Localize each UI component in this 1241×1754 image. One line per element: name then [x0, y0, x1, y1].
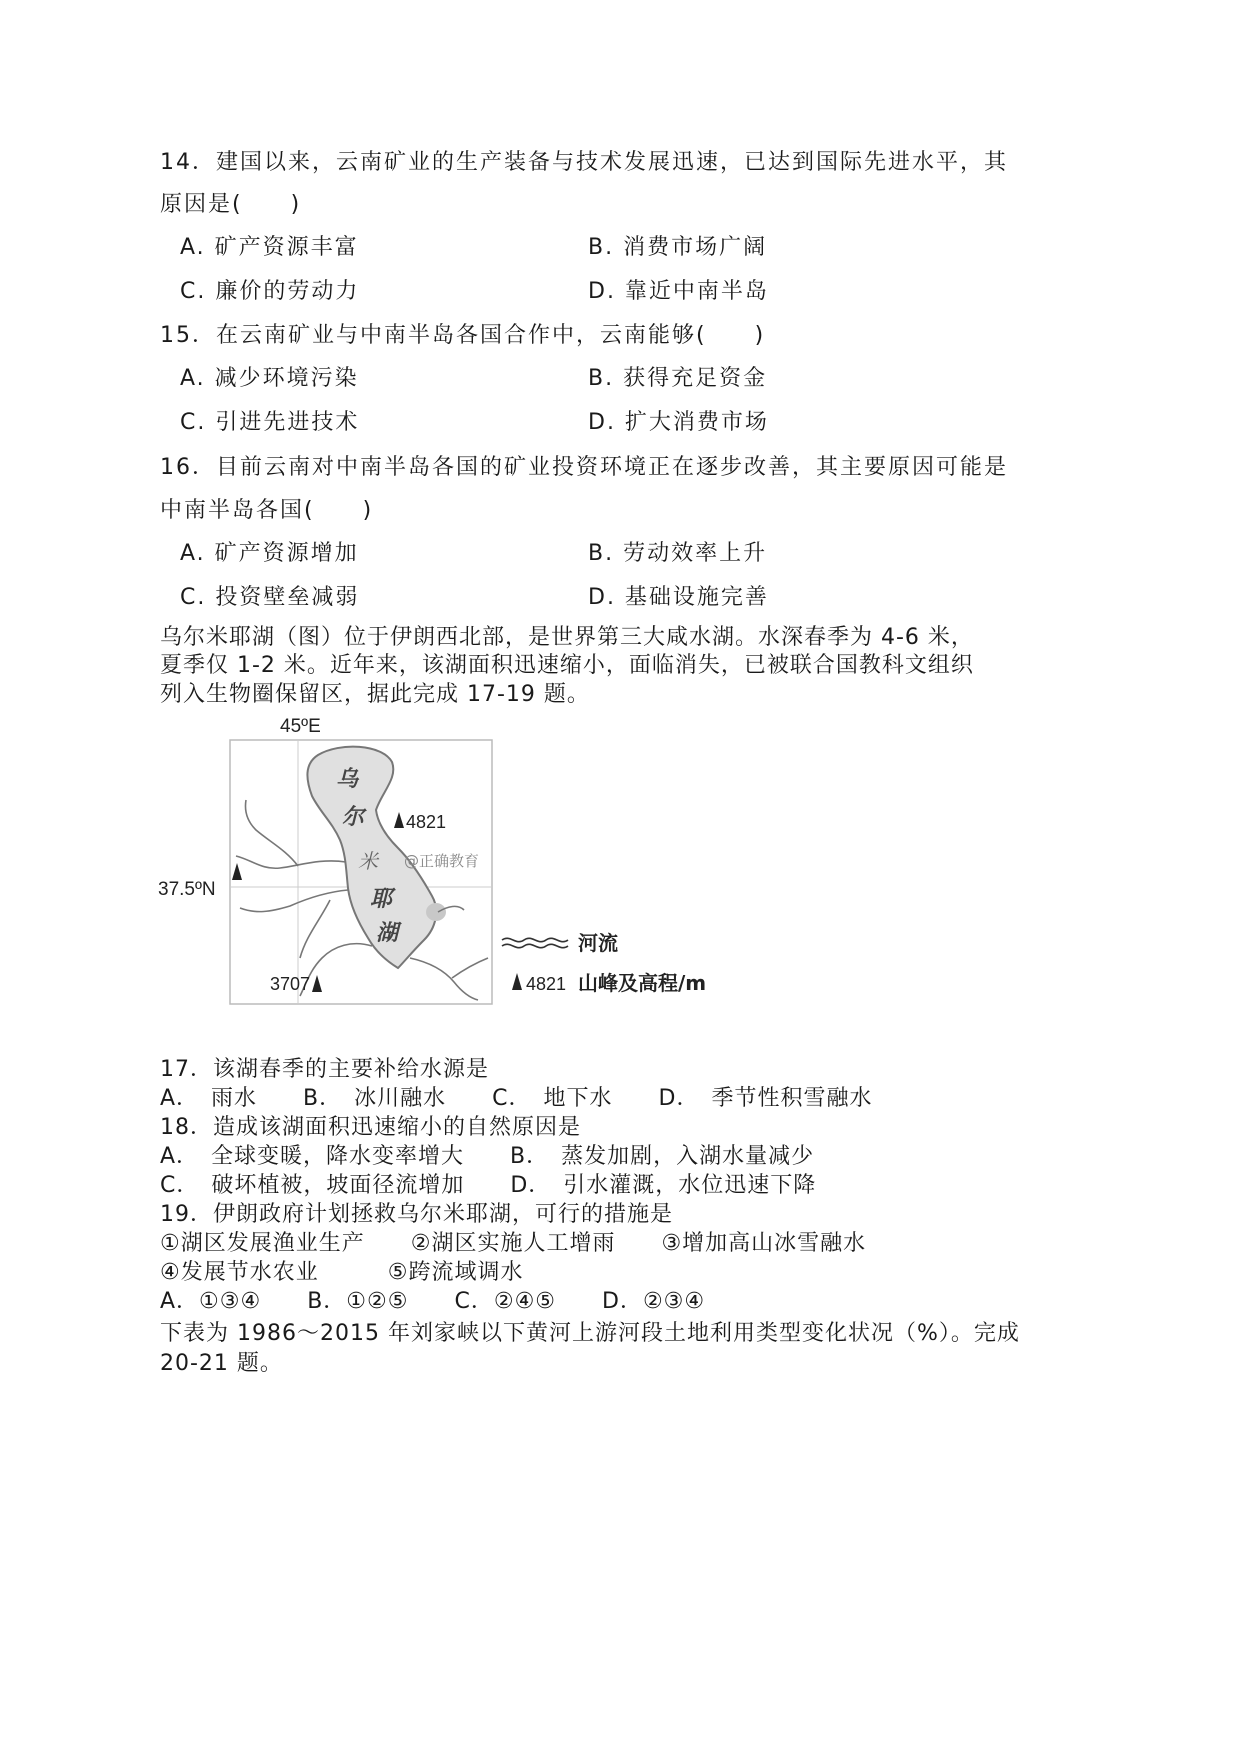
river-southeast-branch [452, 958, 488, 978]
q16-option-b: B. 劳动效率上升 [588, 541, 768, 566]
q16-stem-line2: 中南半岛各国( ) [160, 498, 374, 523]
passage2-line2: 20-21 题。 [160, 1351, 283, 1376]
q19-measures-row1: ①湖区发展渔业生产 ②湖区实施人工增雨 ③增加高山冰雪融水 [160, 1231, 867, 1256]
peak-3707-icon [312, 975, 322, 992]
peak-west-icon [232, 863, 242, 880]
legend-peak-label: 山峰及高程/m [578, 971, 707, 995]
q19-answers: A．①③④ B．①②⑤ C．②④⑤ D．②③④ [160, 1289, 706, 1314]
lake-char-5: 湖 [376, 921, 399, 946]
q18-stem: 18．造成该湖面积迅速缩小的自然原因是 [160, 1115, 581, 1140]
passage1-line1: 乌尔米耶湖（图）位于伊朗西北部，是世界第三大咸水湖。水深春季为 4-6 米， [160, 625, 974, 650]
longitude-label: 45ºE [280, 716, 321, 737]
river-west-lower [240, 890, 348, 912]
legend-peak-icon [512, 973, 522, 990]
q15-stem: 15．在云南矿业与中南半岛各国合作中，云南能够( ) [160, 323, 766, 348]
legend-peak-value: 4821 [526, 974, 567, 994]
q16-stem-line1: 16．目前云南对中南半岛各国的矿业投资环境正在逐步改善，其主要原因可能是 [160, 455, 1008, 480]
q15-option-a: A. 减少环境污染 [180, 366, 359, 391]
lake-urmia-map [0, 700, 1241, 1020]
q16-option-d: D. 基础设施完善 [588, 585, 769, 610]
lake-char-1: 乌 [336, 767, 359, 792]
q16-option-a: A. 矿产资源增加 [180, 541, 359, 566]
river-south [300, 944, 372, 996]
peak-4821-label: 4821 [406, 812, 447, 832]
q14-option-b: B. 消费市场广阔 [588, 235, 768, 260]
q18-options-row2: C． 破坏植被，坡面径流增加 D． 引水灌溉，水位迅速下降 [160, 1173, 817, 1198]
q14-stem-line1: 14．建国以来，云南矿业的生产装备与技术发展迅速，已达到国际先进水平，其 [160, 150, 1008, 175]
q14-option-d: D. 靠近中南半岛 [588, 279, 769, 304]
legend-river-icon [502, 938, 568, 941]
river-west-upper [245, 800, 298, 866]
q19-stem: 19．伊朗政府计划拯救乌尔米耶湖，可行的措施是 [160, 1202, 673, 1227]
legend-river-label: 河流 [578, 931, 618, 955]
q15-option-c: C. 引进先进技术 [180, 410, 360, 435]
q14-stem-line2: 原因是( ) [160, 192, 302, 217]
lake-char-4: 耶 [370, 887, 393, 912]
legend-river-icon-2 [502, 944, 568, 947]
q17-stem: 17．该湖春季的主要补给水源是 [160, 1057, 489, 1082]
peak-3707-label: 3707 [270, 974, 311, 994]
q16-option-c: C. 投资壁垒减弱 [180, 585, 360, 610]
river-west-branch [300, 900, 330, 958]
q19-measures-row2: ④发展节水农业 ⑤跨流域调水 [160, 1260, 524, 1285]
lake-inlet-patch [426, 903, 446, 921]
q14-option-c: C. 廉价的劳动力 [180, 279, 360, 304]
lake-char-2: 尔 [342, 805, 365, 830]
q18-options-row1: A． 全球变暖，降水变率增大 B． 蒸发加剧，入湖水量减少 [160, 1144, 815, 1169]
peak-4821-icon [394, 812, 404, 828]
q15-option-d: D. 扩大消费市场 [588, 410, 769, 435]
q15-option-b: B. 获得充足资金 [588, 366, 768, 391]
latitude-label: 37.5ºN [158, 879, 216, 900]
lake-char-3: 米 [358, 849, 378, 873]
river-southeast [410, 958, 478, 1000]
passage1-line2: 夏季仅 1-2 米。近年来，该湖面积迅速缩小，面临消失，已被联合国教科文组织 [160, 653, 974, 678]
watermark-text: @正确教育 [404, 852, 480, 870]
q14-option-a: A. 矿产资源丰富 [180, 235, 359, 260]
passage1-line3: 列入生物圈保留区，据此完成 17-19 题。 [160, 682, 590, 707]
passage2-line1: 下表为 1986～2015 年刘家峡以下黄河上游河段土地利用类型变化状况（%）。完成 [160, 1321, 1020, 1346]
q17-options: A． 雨水 B． 冰川融水 C． 地下水 D． 季节性积雪融水 [160, 1086, 873, 1111]
